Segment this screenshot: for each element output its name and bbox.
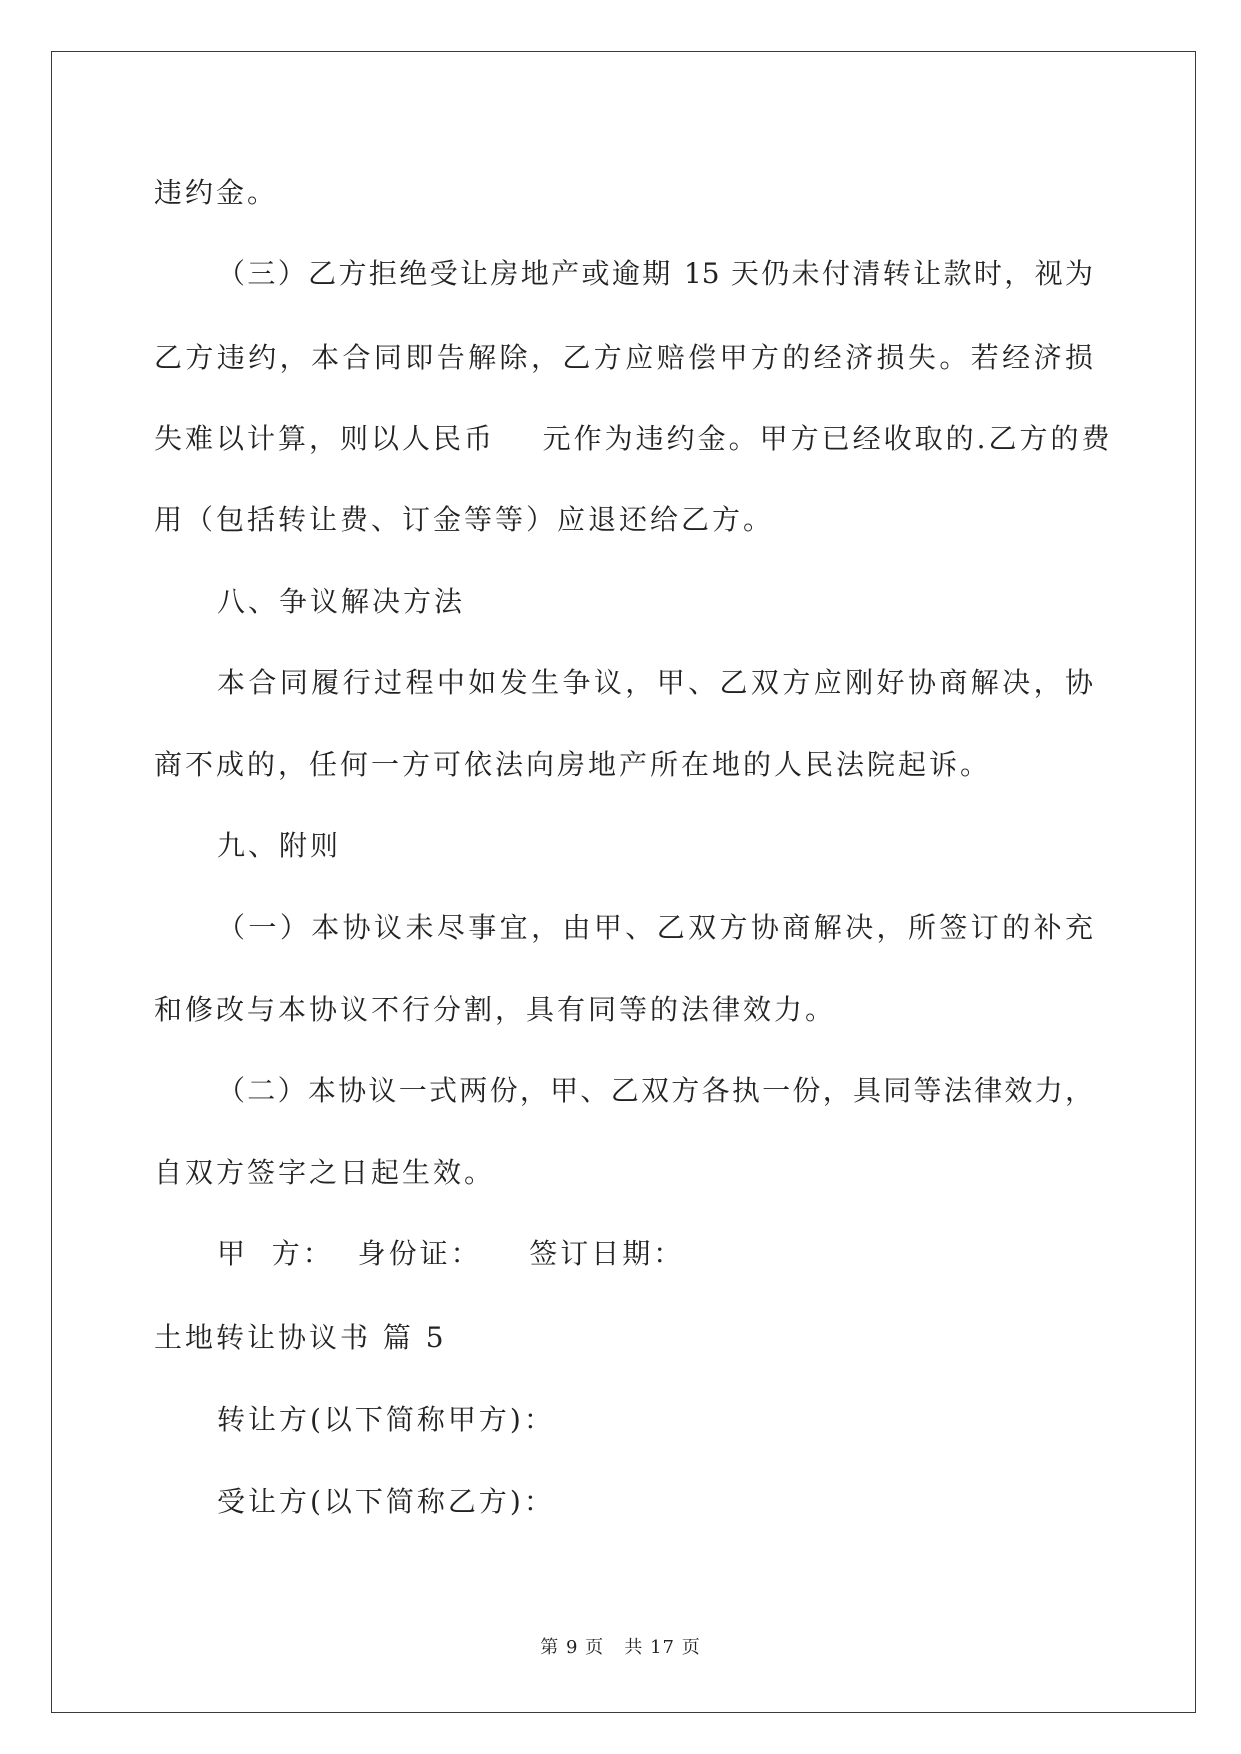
paragraph-line: （一）本协议未尽事宜，由甲、乙双方协商解决，所签订的补充: [217, 911, 1093, 944]
article-title: 土地转让协议书 篇 5: [154, 1321, 447, 1354]
section-heading: 九、附则: [217, 829, 342, 862]
transferor-line: 转让方(以下简称甲方)：: [217, 1403, 555, 1436]
paragraph-line: （二）本协议一式两份，甲、乙双方各执一份，具同等法律效力，: [217, 1074, 1093, 1107]
paragraph-line: 违约金。: [154, 176, 279, 209]
paragraph-line: 自双方签字之日起生效。: [154, 1156, 496, 1189]
paragraph-line: 失难以计算，则以人民币 元作为违约金。甲方已经收取的.乙方的费: [154, 422, 1113, 455]
paragraph-line: 用（包括转让费、订金等等）应退还给乙方。: [154, 503, 775, 536]
page-border: [51, 51, 1196, 1713]
paragraph-line: 和修改与本协议不行分割，具有同等的法律效力。: [154, 993, 837, 1026]
paragraph-line: （三）乙方拒绝受让房地产或逾期 15 天仍未付清转让款时，视为: [217, 257, 1093, 290]
signature-line: 甲 方： 身份证： 签订日期：: [217, 1237, 685, 1270]
section-heading: 八、争议解决方法: [217, 585, 466, 618]
paragraph-line: 乙方违约，本合同即告解除，乙方应赔偿甲方的经济损失。若经济损: [154, 341, 1093, 374]
transferee-line: 受让方(以下简称乙方)：: [217, 1485, 555, 1518]
paragraph-line: 本合同履行过程中如发生争议，甲、乙双方应刚好协商解决，协: [217, 666, 1093, 699]
paragraph-line: 商不成的，任何一方可依法向房地产所在地的人民法院起诉。: [154, 748, 992, 781]
page-number-footer: 第 9 页 共 17 页: [540, 1637, 701, 1658]
